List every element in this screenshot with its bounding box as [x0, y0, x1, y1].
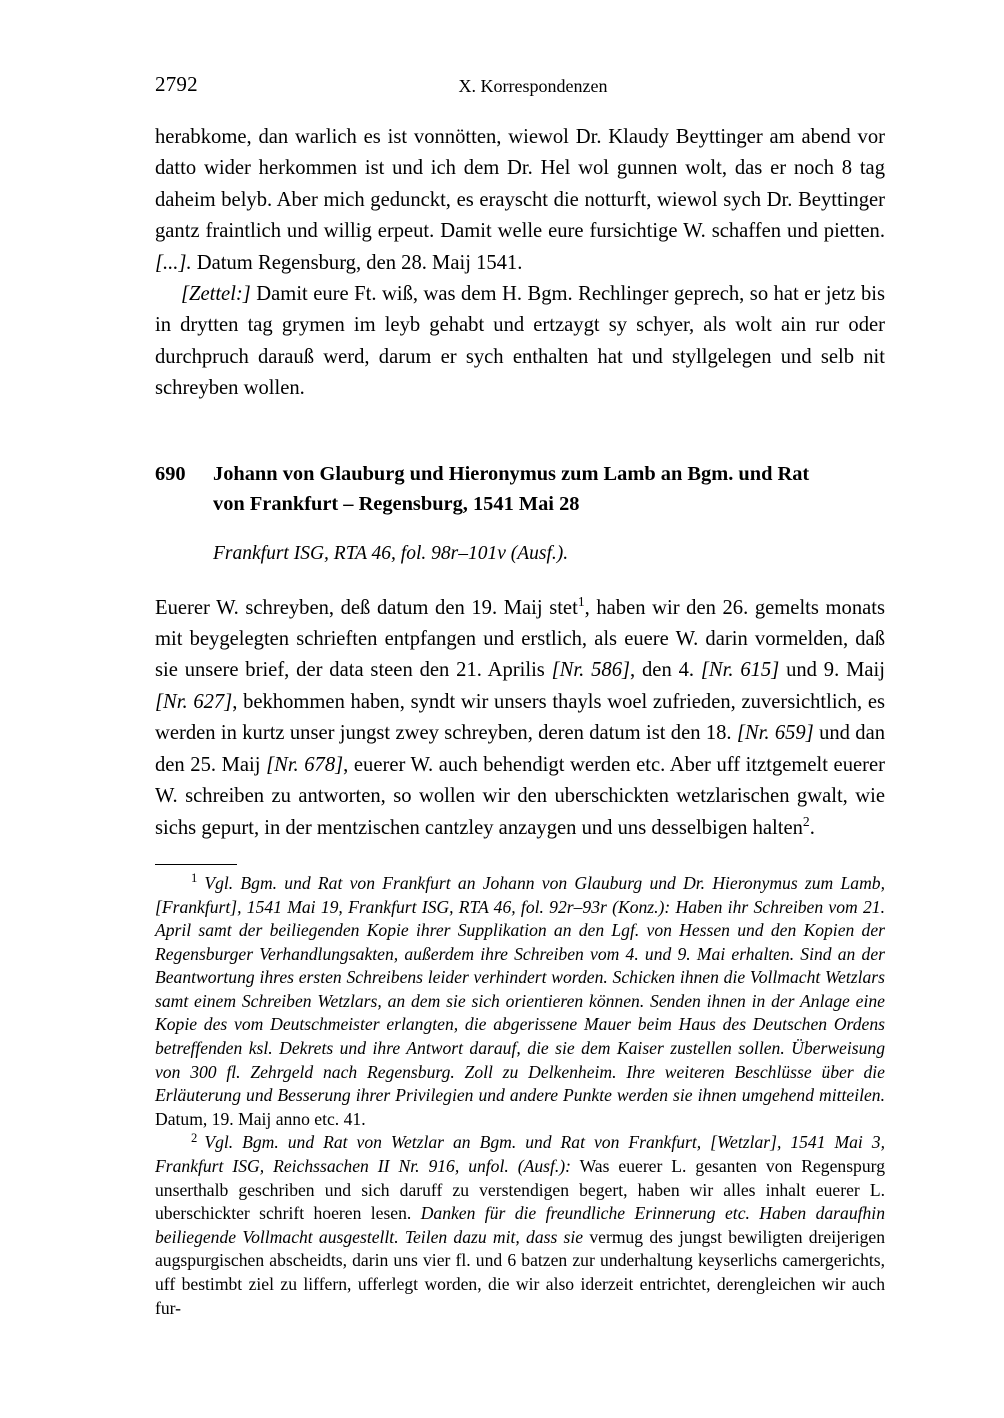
main-segment-8: , bekhommen haben, syndt wir unsers thayls woel zufrieden, zuversichtlich, es werden in kurtz unser jungst zwey schreyben, deren datum ist den 18.: [155, 690, 886, 745]
page-number: 2792: [155, 72, 198, 96]
document-heading-text: [213, 459, 885, 519]
running-head: [155, 70, 885, 104]
cross-reference-659: [Nr. 659]: [736, 722, 814, 745]
main-segment-13: .: [809, 816, 815, 839]
cross-reference-678: [Nr. 678]: [266, 753, 344, 776]
footnote-2-upright-text-1: Was euerer L. gesanten von Regenspurg unserthalb geschriben und sich daruff zu verstendigen begert, haben wir alles inhalt euerer L. uberschickter schrift hoeren lesen.: [155, 1156, 885, 1224]
main-segment-10: und dan den 25. Maij: [155, 722, 886, 776]
main-segment-4: , den 4.: [630, 659, 701, 682]
footnote-area: [155, 864, 885, 1320]
footnote-2-italic-text-2: Danken für die freundliche Erinnerung etc. Haben daraufhin beiliegende Vollmacht ausgestellt. Teilen dazu mit, dass sie: [155, 1203, 885, 1247]
cross-reference-627: [Nr. 627]: [155, 690, 233, 713]
footnote-2-upright-text-2: vermug des jungst bewiligten dreijerigen augspurgischen abscheidts, darin uns vier fl. und 6 batzen zur underhaltung keyserlichs camergerichts, uff bestimbt ziel zu liffern, ufferlegt worden, die wir also iderzeit entrichtet, derengleichen wir auch fur-: [155, 1226, 885, 1318]
running-head-title: X. Korrespondenzen: [458, 76, 608, 96]
footnote-reference-2[interactable]: 2: [802, 813, 810, 829]
paragraph-zettel: [155, 279, 885, 405]
main-segment-6: und 9. Maij: [779, 659, 885, 682]
paragraph-continuation: [155, 122, 885, 279]
document-heading: [155, 459, 885, 519]
main-segment-1: Euerer W. schreyben, deß datum den 19. Maij stet: [155, 596, 578, 619]
paragraph-main: [155, 593, 885, 844]
cross-reference-615: [Nr. 615]: [700, 659, 780, 682]
page-content: [155, 70, 885, 1320]
footnote-1-upright-text: Datum, 19. Maij anno etc. 41.: [155, 1108, 366, 1129]
main-text-block: [155, 593, 885, 844]
footnote-2: [155, 1131, 885, 1320]
footnote-1-number: 1: [191, 871, 198, 886]
footnote-1-italic-text: Vgl. Bgm. und Rat von Frankfurt an Johann von Glauburg und Dr. Hieronymus zum Lamb, [Frankfurt], 1541 Mai 19, Frankfurt ISG, RTA 46, fol. 92r–93r (Konz.): Haben ihr Schreiben vom 21. April samt der beiliegenden Kopie ihrer Supplikation an den Lgf. von Hessen und den Kopien der Regensburger Verhandlungsakten, außerdem ihre Schreiben vom 4. und 9. Mai erhalten. Sind an der Beantwortung ihres ersten Schreibens leider verhindert worden. Schicken ihnen die Vollmacht Wetzlars samt einem Schreiben Wetzlars, an dem sie sich orientieren können. Senden ihnen in der Anlage eine Kopie des vom Deutschmeister erlangten, die abgerissene Mauer beim Haus des Deutschen Ordens betreffenden ksl. Dekrets und ihre Antwort darauf, die sie dem Kaiser zustellen sollen. Überweisung von 300 fl. Zehrgeld nach Regensburg. Zoll zu Delkenheim. Ihre weiteren Beschlüsse über die Erläuterung und Besserung ihrer Privilegien und andere Punkte werden sie ihnen umgehend mitteilen.: [155, 872, 885, 1106]
heading-line-2: von Frankfurt – Regensburg, 1541 Mai 28: [213, 492, 580, 515]
para1-ellipsis: [...].: [155, 251, 192, 274]
footnote-separator-rule: [155, 864, 237, 865]
footnote-2-number: 2: [191, 1130, 198, 1145]
main-segment-12: , euerer W. auch behendigt werden etc. Aber uff itztgemelt euerer W. schreiben zu antworten, so wollen wir den uberschickten wetzlarischen gwalt, wie sichs gepurt, in der mentzischen cantzley anzaygen und uns desselbigen halten: [155, 753, 885, 839]
cross-reference-586: [Nr. 586]: [551, 659, 631, 682]
main-segment-2: , haben wir den 26. gemelts monats mit beygelegten schrieften entpfangen und erstlich, als euere W. darin vormelden, daß sie unsere brief, der data steen den 21. Aprilis: [155, 596, 885, 682]
document-number: 690: [155, 462, 186, 485]
para1-segment-1: herabkome, dan warlich es ist vonnötten, wiewol Dr. Klaudy Beyttinger am abend vor datto wider herkommen ist und ich dem Dr. Hel wol gunnen wolt, das er noch 8 tag daheim belyb. Aber mich gedunckt, es erayscht die notturft, wiewol sych Dr. Beyttinger gantz fraintlich und willig erpeut. Damit welle eure fursichtige W. schaffen und pietten.: [155, 126, 885, 243]
para1-segment-tail: Datum Regensburg, den 28. Maij 1541.: [191, 251, 523, 274]
para2-segment-1: Damit eure Ft. wiß, was dem H. Bgm. Rechlinger geprech, so hat er jetz bis in drytten tag grymen im leyb gehabt und ertzaygt sy schyer, als wolt ain rur oder durchpruch darauß werd, darum er sych enthalten hat und styllgelegen und selb nit schreyben wollen.: [155, 283, 885, 400]
footnote-reference-1[interactable]: 1: [577, 593, 585, 609]
continuation-text-block: [155, 122, 885, 405]
archival-source: Frankfurt ISG, RTA 46, fol. 98r–101v (Ausf.).: [213, 542, 569, 564]
footnote-2-italic-text-1: Vgl. Bgm. und Rat von Wetzlar an Bgm. und Rat von Frankfurt, [Wetzlar], 1541 Mai 3, Frankfurt ISG, Reichssachen II Nr. 916, unfol. (Ausf.):: [155, 1132, 885, 1177]
footnote-1: [155, 872, 885, 1132]
zettel-label: [Zettel:]: [181, 283, 251, 306]
heading-line-1: Johann von Glauburg und Hieronymus zum Lamb an Bgm. und Rat: [213, 462, 810, 485]
